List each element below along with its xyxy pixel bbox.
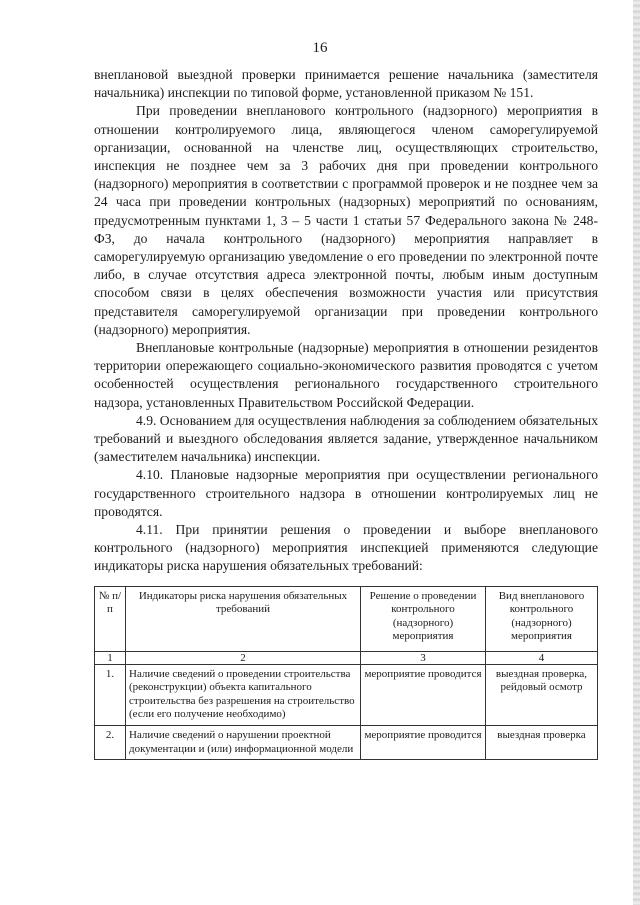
table-column-numbers-row	[95, 651, 598, 664]
row-indicator: Наличие сведений о проведении строительства (реконструкции) объекта капитального строительства без разрешения на строительство (если его получение необходимо)	[126, 664, 361, 725]
header-event-type: Вид внепланового контрольного (надзорного) мероприятия	[486, 586, 598, 651]
risk-indicators-table	[94, 586, 598, 761]
paragraph: внеплановой выездной проверки принимается решение начальника (заместителя начальника) инспекции по типовой форме, установленной приказом № 151.	[94, 67, 598, 101]
paragraph-4-9: 4.9. Основанием для осуществления наблюдения за соблюдением обязательных требований и выездного обследования является задание, утвержденное начальником (заместителем начальника) инспекции.	[94, 412, 598, 465]
row-event-type: выездная проверка, рейдовый осмотр	[486, 664, 598, 725]
header-number: № п/п	[95, 586, 126, 651]
column-number: 2	[126, 651, 361, 664]
row-event-type: выездная проверка	[486, 726, 598, 760]
paragraph-4-10: 4.10. Плановые надзорные мероприятия при осуществлении регионального государственного строительного надзора в отношении контролируемых лиц не проводятся.	[94, 467, 598, 519]
paragraph-4-11: 4.11. При принятии решения о проведении и выборе внепланового контрольного (надзорного) мероприятия инспекцией применяются следующие индикаторы риска нарушения обязательных требований:	[94, 522, 598, 574]
table-row	[95, 726, 598, 760]
header-indicators: Индикаторы риска нарушения обязательных требований	[126, 586, 361, 651]
header-decision: Решение о проведении контрольного (надзорного) мероприятия	[361, 586, 486, 651]
paragraph: При проведении внепланового контрольного (надзорного) мероприятия в отношении контролируемого лица, являющегося членом саморегулируемой организации, основанной на членстве лиц, осуществляющих строительство, инспекция не позднее чем за 3 рабочих дня при проведении контрольного (надзорного) мероприятия в соответствии с программой проверок и не позднее чем за 24 часа при проведении контрольных (надзорных) мероприятий по основаниям, предусмотренным пунктами 1, 3 – 5 части 1 статьи 57 Федерального закона № 248-ФЗ, до начала контрольного (надзорного) мероприятия направляет в саморегулируемую организацию уведомление о его проведении по электронной почте либо, в случае отсутствия адреса электронной почты, любым иным доступным способом связи в целях обеспечения возможности участия или присутствия представителя саморегулируемой организации при проведении контрольного (надзорного) мероприятия.	[94, 103, 598, 337]
column-number: 4	[486, 651, 598, 664]
column-number: 3	[361, 651, 486, 664]
column-number: 1	[95, 651, 126, 664]
paragraph: Внеплановые контрольные (надзорные) мероприятия в отношении резидентов территории опережающего социально-экономического развития проводятся с учетом особенностей осуществления регионального государственного строительного надзора, установленных Правительством Российской Федерации.	[94, 340, 598, 410]
document-body	[94, 66, 598, 760]
page-number: 16	[312, 40, 328, 56]
row-decision: мероприятие проводится	[361, 664, 486, 725]
scan-edge	[633, 0, 640, 905]
row-number: 1.	[95, 664, 126, 725]
row-decision: мероприятие проводится	[361, 726, 486, 760]
table-row	[95, 664, 598, 725]
table-header-row	[95, 586, 598, 651]
row-number: 2.	[95, 726, 126, 760]
row-indicator: Наличие сведений о нарушении проектной документации и (или) информационной модели	[126, 726, 361, 760]
